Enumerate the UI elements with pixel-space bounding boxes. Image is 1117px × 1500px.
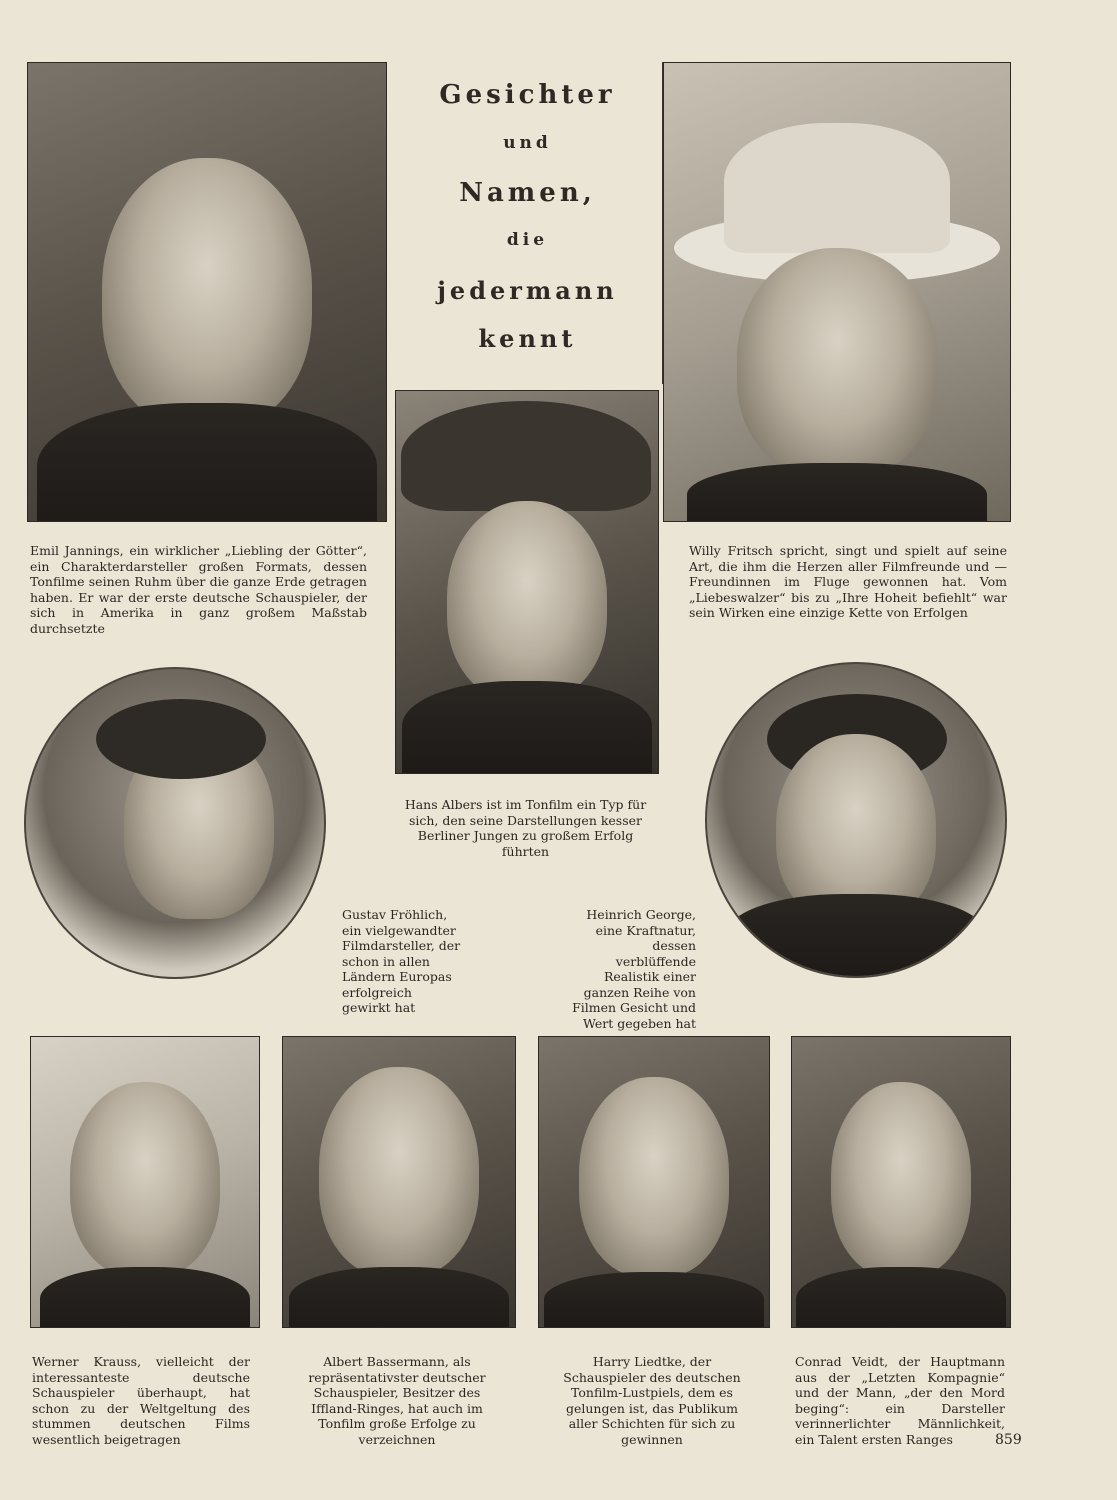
photo-conrad-veidt <box>791 1036 1011 1328</box>
portrait-face <box>831 1082 971 1277</box>
title-gesichter: Gesichter <box>439 80 616 110</box>
caption-albert-bassermann: Albert Bassermann, als repräsentativster deutscher Schauspieler, Besitzer des Iffland-Ringes, hat auch im Tonfilm große Erfolge zu verzeichnen <box>308 1354 486 1447</box>
portrait-face <box>319 1067 479 1277</box>
caption-harry-liedtke: Harry Liedtke, der Schauspieler des deutschen Tonfilm-Lustpiels, dem es gelungen ist, das Publikum aller Schichten für sich zu gewinnen <box>563 1354 741 1447</box>
caption-willy-fritsch: Willy Fritsch spricht, singt und spielt auf seine Art, die ihm die Herzen aller Filmfreunde und — Freundinnen im Fluge gewonnen hat. Vom „Liebeswalzer“ bis zu „Ihre Hoheit befiehlt“ war sein Wirken eine einzige Kette von Erfolgen <box>689 543 1007 620</box>
photo-werner-krauss <box>30 1036 260 1328</box>
portrait-suit <box>37 403 377 522</box>
photo-willy-fritsch <box>663 62 1011 522</box>
title-kennt: kennt <box>478 324 577 353</box>
photo-hans-albers <box>395 390 659 774</box>
caption-gustav-froehlich: Gustav Fröhlich, ein vielgewandter Filmdarsteller, der schon in allen Ländern Europas erfolgreich gewirkt hat <box>342 907 461 1015</box>
cap <box>401 401 651 511</box>
portrait-face <box>737 248 937 478</box>
title-namen: Namen, <box>459 178 596 208</box>
portrait-face <box>579 1077 729 1277</box>
caption-werner-krauss: Werner Krauss, vielleicht der interessanteste deutsche Schauspieler überhaupt, hat schon zu der Weltgeltung des stummen deutschen Films wesentlich beigetragen <box>32 1354 250 1447</box>
title-und: und <box>503 133 552 153</box>
portrait-suit <box>289 1267 509 1328</box>
photo-heinrich-george <box>705 662 1007 978</box>
photo-emil-jannings <box>27 62 387 522</box>
photo-gustav-froehlich <box>24 667 326 979</box>
portrait-face <box>70 1082 220 1277</box>
photo-harry-liedtke <box>538 1036 770 1328</box>
portrait-suit <box>687 463 987 522</box>
portrait-suit <box>544 1272 764 1328</box>
portrait-suit <box>402 681 652 774</box>
page-number: 859 <box>995 1432 1022 1448</box>
portrait-suit <box>796 1267 1006 1328</box>
caption-hans-albers: Hans Albers ist im Tonfilm ein Typ für sich, den seine Darstellungen kesser Berliner Jungen zu großem Erfolg führten <box>404 797 647 859</box>
portrait-suit <box>40 1267 250 1328</box>
portrait-face <box>102 158 312 428</box>
photo-albert-bassermann <box>282 1036 516 1328</box>
hat-crown <box>724 123 950 253</box>
portrait-hair <box>96 699 266 779</box>
portrait-suit <box>726 894 986 978</box>
caption-conrad-veidt: Conrad Veidt, der Hauptmann aus der „Letzten Kompagnie“ und der Mann, „der den Mord beging“: ein Darsteller verinnerlichter Männlichkeit, ein Talent ersten Ranges <box>795 1354 1005 1447</box>
portrait-face <box>447 501 607 701</box>
title-die: die <box>506 230 549 250</box>
caption-heinrich-george: Heinrich George, eine Kraftnatur, dessen verblüffende Realistik einer ganzen Reihe von Filmen Gesicht und Wert gegeben hat <box>572 907 696 1031</box>
title-jedermann: jedermann <box>437 276 618 305</box>
caption-emil-jannings: Emil Jannings, ein wirklicher „Liebling der Götter“, ein Charakterdarsteller großen Formats, dessen Tonfilme seinen Ruhm über die ganze Erde getragen haben. Er war der erste deutsche Schauspieler, der sich in Amerika in ganz großem Maßstab durchsetzte <box>30 543 367 636</box>
